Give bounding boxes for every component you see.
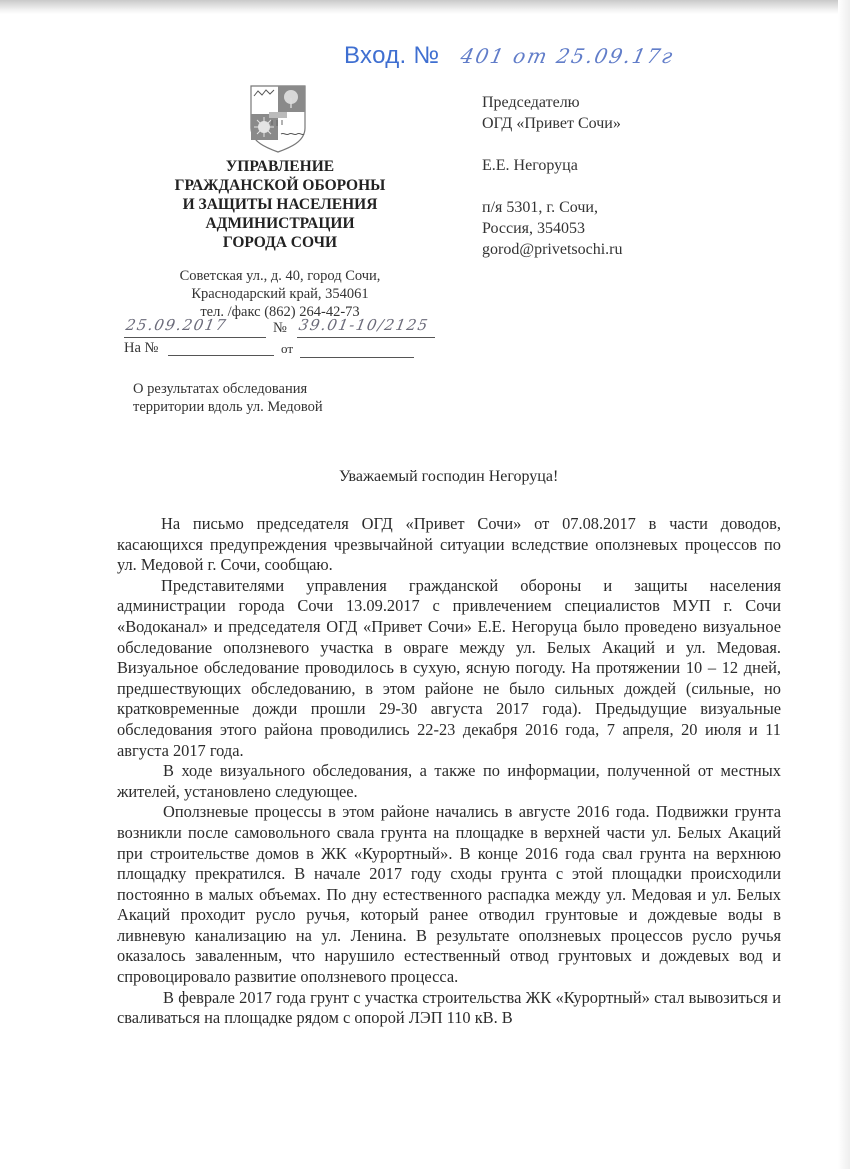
recipient-line: п/я 5301, г. Сочи, [482, 199, 598, 216]
recipient-line: ОГД «Привет Сочи» [482, 115, 621, 132]
recipient-line: Е.Е. Негоруца [482, 157, 578, 174]
org-line: ГРАЖДАНСКОЙ ОБОРОНЫ [174, 177, 386, 194]
org-line: ГОРОДА СОЧИ [222, 234, 338, 251]
reply-to-label: На № [124, 340, 159, 356]
letter-subject [133, 380, 323, 416]
incoming-stamp-label: Вход. № [344, 42, 440, 69]
org-line: АДМИНИСТРАЦИИ [205, 215, 355, 232]
recipient-line: Председателю [482, 94, 580, 111]
recipient-block [482, 92, 622, 260]
scan-edge-right [838, 0, 850, 1169]
reply-number-underline [168, 355, 274, 356]
sender-organization [130, 157, 430, 252]
from-label: от [281, 341, 294, 356]
address-line: Краснодарский край, 354061 [191, 286, 369, 302]
number-label: № [273, 320, 287, 336]
letter-body [117, 514, 781, 1029]
body-paragraph: В ходе визуального обследования, а также по информации, полученной от местных жителей, установлено следующее. [117, 761, 781, 801]
body-paragraph: Представителями управления гражданской обороны и защиты населения администрации города Сочи 13.09.2017 с привлечением специалистов МУП г. Сочи «Водоканал» и председателя ОГД «Привет Сочи» Е.Е. Негоруца было проведено визуальное обследование оползневого участка в овраге между ул. Белых Акаций и ул. Медовая. Визуальное обследование проводилось в сухую, ясную погоду. На протяжении 10 – 12 дней, предшествующих обследованию, в этом районе не было сильных дождей (сильные, но кратковременные дожди прошли 29-30 августа 2017 года). Предыдущие визуальные обследования этого района проводились 22-23 декабря 2016 года, 7 апреля, 20 июля и 11 августа 2017 года. [117, 575, 781, 760]
address-line: Советская ул., д. 40, город Сочи, [179, 268, 381, 284]
sender-address [130, 267, 430, 321]
recipient-line: Россия, 354053 [482, 220, 586, 237]
date-underline [124, 337, 266, 338]
subject-line: О результатах обследования [133, 381, 308, 397]
outgoing-number-handwritten: 39.01-10/2125 [297, 316, 431, 334]
org-line: И ЗАЩИТЫ НАСЕЛЕНИЯ [182, 196, 378, 213]
address-line: тел. /факс (862) 264-42-73 [200, 304, 360, 320]
subject-line: территории вдоль ул. Медовой [133, 399, 323, 415]
body-paragraph: Оползневые процессы в этом районе начались в августе 2016 года. Подвижки грунта возникли после самовольного свала грунта на площадке в верхней части ул. Белых Акаций при строительстве домов в ЖК «Курортный». В конце 2016 года свал грунта на верхнюю площадку прекратился. В начале 2017 году сходы грунта с этой площадки происходили постоянно в малых объемах. По дну естественного распадка между ул. Медовая и ул. Белых Акаций проходит русло ручья, который ранее отводил грунтовые и дождевые воды в ливневую канализацию на ул. Ленина. В результате оползневых процессов русло ручья оказалось заваленным, что нарушило естественный отвод грунтовых и дождевых вод и спровоцировало развитие оползневого процесса. [117, 802, 781, 987]
recipient-email: gorod@privetsochi.ru [482, 241, 623, 258]
body-paragraph: На письмо председателя ОГД «Привет Сочи» от 07.08.2017 в части доводов, касающихся предупреждения чрезвычайной ситуации вследствие оползневых процессов по ул. Медовой г. Сочи, сообщаю. [117, 514, 781, 575]
scan-edge-top [0, 0, 850, 14]
sochi-coat-of-arms-icon [249, 84, 307, 154]
outgoing-date-handwritten: 25.09.2017 [124, 316, 229, 334]
incoming-stamp-handwritten: 401 от 25.09.17г [458, 44, 678, 68]
recipient-spacer [482, 176, 622, 197]
greeting: Уважаемый господин Негоруца! [339, 468, 559, 485]
recipient-spacer [482, 134, 622, 155]
body-paragraph: В феврале 2017 года грунт с участка строительства ЖК «Курортный» стал вывозиться и сваливаться на площадке рядом с опорой ЛЭП 110 кВ. В [117, 987, 781, 1028]
reply-date-underline [300, 357, 414, 358]
number-underline [297, 337, 435, 338]
incoming-stamp [344, 42, 678, 78]
org-line: УПРАВЛЕНИЕ [225, 158, 335, 175]
